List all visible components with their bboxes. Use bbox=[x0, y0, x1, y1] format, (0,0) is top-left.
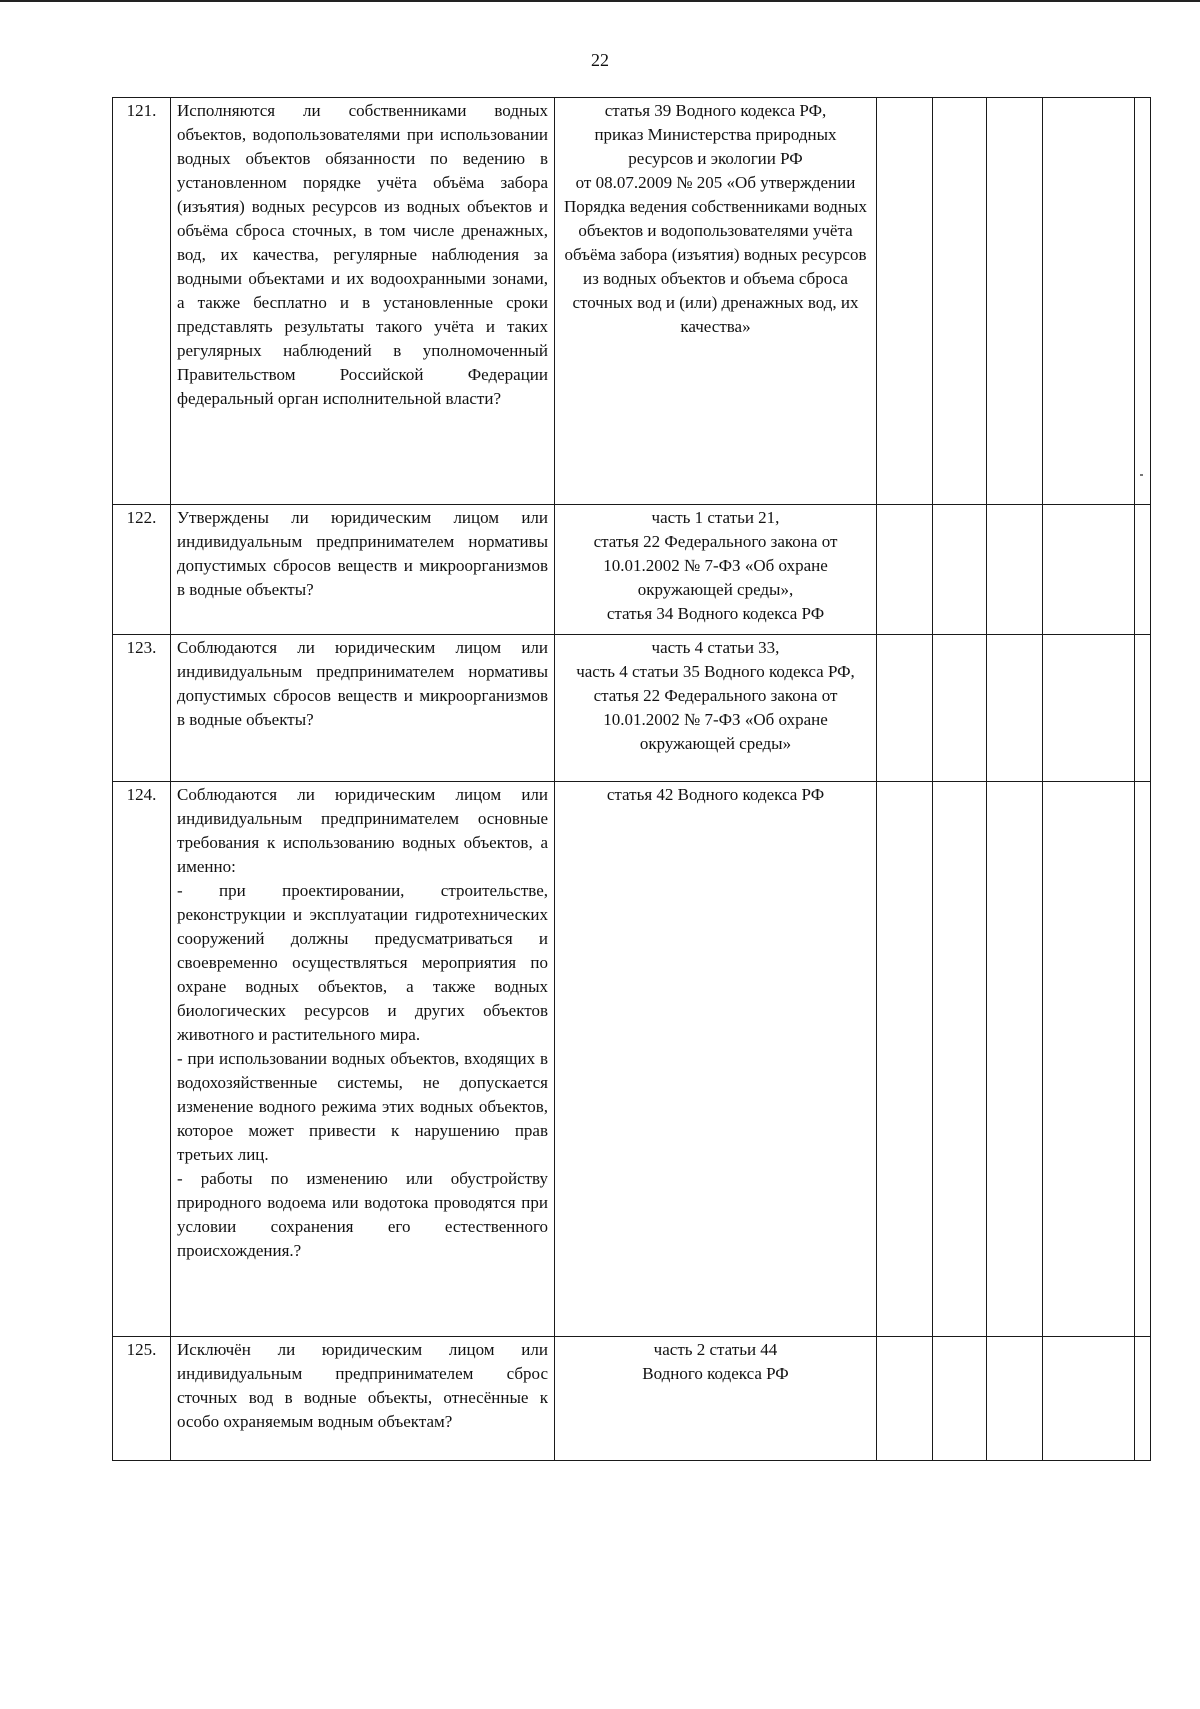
legal-reference: часть 4 статьи 33, часть 4 статьи 35 Водного кодекса РФ, статья 22 Федерального закона от 10.01.2002 № 7-ФЗ «Об охране окружающей среды» bbox=[555, 635, 877, 782]
answer-cell-comment bbox=[1043, 1337, 1135, 1461]
answer-cell-na bbox=[987, 1337, 1043, 1461]
question-text: Утверждены ли юридическим лицом или индивидуальным предпринимателем нормативы допустимых сбросов веществ и микроорганизмов в водные объекты? bbox=[171, 505, 555, 635]
answer-cell-yes bbox=[877, 505, 933, 635]
answer-cell-no bbox=[933, 1337, 987, 1461]
table-row bbox=[113, 635, 1151, 782]
legal-reference: часть 1 статьи 21, статья 22 Федерального закона от 10.01.2002 № 7-ФЗ «Об охране окружающей среды», статья 34 Водного кодекса РФ bbox=[555, 505, 877, 635]
answer-cell-extra bbox=[1135, 1337, 1151, 1461]
checklist-table bbox=[112, 97, 1151, 1461]
answer-cell-extra bbox=[1135, 98, 1151, 505]
answer-cell-no bbox=[933, 505, 987, 635]
table-row bbox=[113, 98, 1151, 505]
table-row bbox=[113, 505, 1151, 635]
question-text: Соблюдаются ли юридическим лицом или индивидуальным предпринимателем нормативы допустимых сбросов веществ и микроорганизмов в водные объекты? bbox=[171, 635, 555, 782]
answer-cell-comment bbox=[1043, 635, 1135, 782]
answer-cell-extra bbox=[1135, 505, 1151, 635]
answer-cell-na bbox=[987, 505, 1043, 635]
row-number: 125. bbox=[113, 1337, 171, 1461]
answer-cell-comment bbox=[1043, 98, 1135, 505]
legal-reference: часть 2 статьи 44 Водного кодекса РФ bbox=[555, 1337, 877, 1461]
answer-cell-yes bbox=[877, 1337, 933, 1461]
legal-reference: статья 42 Водного кодекса РФ bbox=[555, 782, 877, 1337]
row-number: 121. bbox=[113, 98, 171, 505]
scan-speck bbox=[1140, 474, 1143, 476]
legal-reference: статья 39 Водного кодекса РФ, приказ Министерства природных ресурсов и экологии РФ от 08.07.2009 № 205 «Об утверждении Порядка ведения собственниками водных объектов и водопользователями учёта объёма забора (изъятия) водных ресурсов из водных объектов и объема сброса сточных вод и (или) дренажных вод, их качества» bbox=[555, 98, 877, 505]
row-number: 123. bbox=[113, 635, 171, 782]
answer-cell-na bbox=[987, 98, 1043, 505]
row-number: 122. bbox=[113, 505, 171, 635]
answer-cell-yes bbox=[877, 635, 933, 782]
question-text: Соблюдаются ли юридическим лицом или индивидуальным предпринимателем основные требования к использованию водных объектов, а именно: - при проектировании, строительстве, реконструкции и эксплуатации гидротехнических сооружений должны предусматриваться и своевременно осуществляться мероприятия по охране водных объектов, а также водных биологических ресурсов и других объектов животного и растительного мира. - при использовании водных объектов, входящих в водохозяйственные системы, не допускается изменение водного режима этих водных объектов, которое может привести к нарушению прав третьих лиц. - работы по изменению или обустройству природного водоема или водотока проводятся при условии сохранения его естественного происхождения.? bbox=[171, 782, 555, 1337]
answer-cell-yes bbox=[877, 782, 933, 1337]
answer-cell-no bbox=[933, 635, 987, 782]
table-row bbox=[113, 782, 1151, 1337]
table-row bbox=[113, 1337, 1151, 1461]
question-text: Исключён ли юридическим лицом или индивидуальным предпринимателем сброс сточных вод в водные объекты, отнесённые к особо охраняемым водным объектам? bbox=[171, 1337, 555, 1461]
answer-cell-na bbox=[987, 635, 1043, 782]
answer-cell-comment bbox=[1043, 505, 1135, 635]
answer-cell-comment bbox=[1043, 782, 1135, 1337]
answer-cell-no bbox=[933, 98, 987, 505]
row-number: 124. bbox=[113, 782, 171, 1337]
answer-cell-yes bbox=[877, 98, 933, 505]
answer-cell-no bbox=[933, 782, 987, 1337]
answer-cell-extra bbox=[1135, 782, 1151, 1337]
question-text: Исполняются ли собственниками водных объектов, водопользователями при использовании водных объектов обязанности по ведению в установленном порядке учёта объёма забора (изъятия) водных ресурсов из водных объектов и объёма сброса сточных, в том числе дренажных, вод, их качества, регулярные наблюдения за водными объектами и их водоохранными зонами, а также бесплатно и в установленные сроки представлять результаты такого учёта и таких регулярных наблюдений в уполномоченный Правительством Российской Федерации федеральный орган исполнительной власти? bbox=[171, 98, 555, 505]
answer-cell-na bbox=[987, 782, 1043, 1337]
page-number: 22 bbox=[591, 50, 609, 70]
answer-cell-extra bbox=[1135, 635, 1151, 782]
scan-top-edge bbox=[0, 0, 1200, 2]
